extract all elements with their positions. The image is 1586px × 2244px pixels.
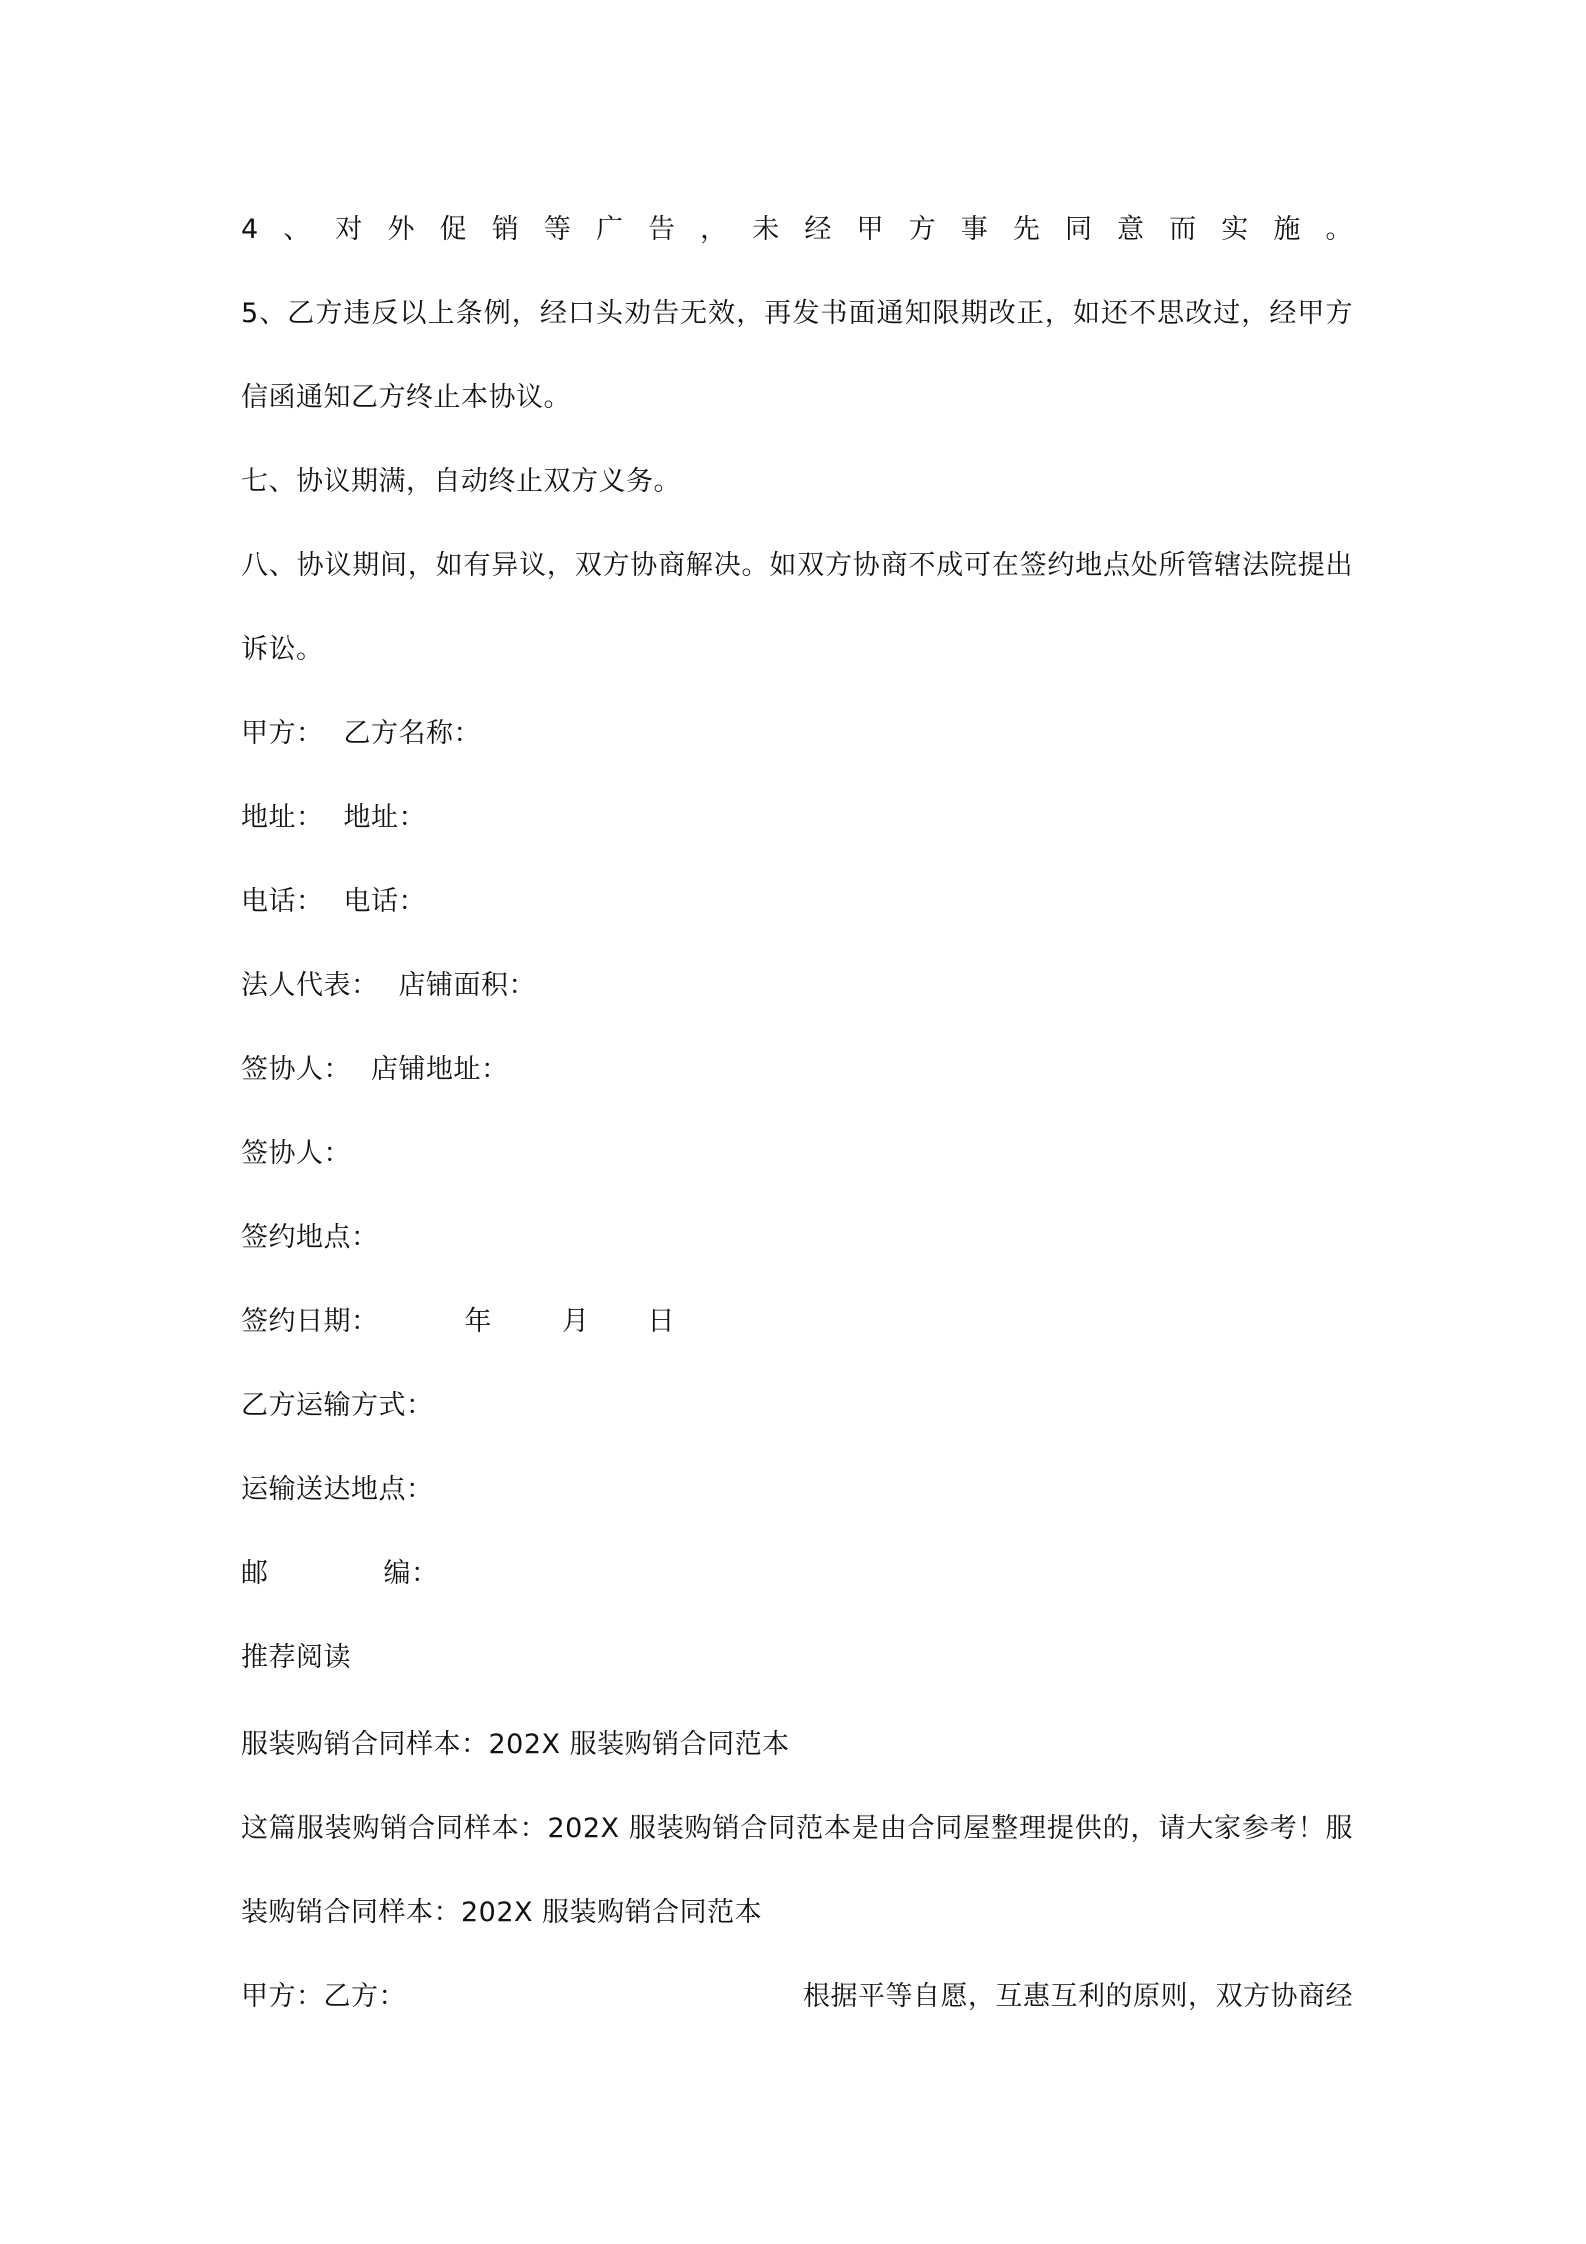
day-label: 日	[647, 1306, 675, 1337]
phone-a-label: 电话：	[241, 886, 324, 917]
postcode-left: 邮	[241, 1558, 269, 1589]
clause-8-line-1: 八、协议期间，如有异议，双方协商解决。如双方协商不成可在签约地点处所管辖法院提出	[241, 550, 1353, 581]
store-area-label: 店铺面积：	[398, 970, 536, 1001]
recommended-title: 服装购销合同样本：202X 服装购销合同范本	[241, 1729, 790, 1760]
delivery-place-label: 运输送达地点：	[241, 1474, 434, 1505]
signature-row-legal-rep	[241, 968, 536, 1004]
clause-5-line-2: 信函通知乙方终止本协议。	[241, 382, 571, 413]
address-b-label: 地址：	[343, 802, 426, 833]
legal-rep-label: 法人代表：	[241, 970, 379, 1001]
clause-5-line-1: 5、乙方违反以上条例，经口头劝告无效，再发书面通知限期改正，如还不思改过，经甲方	[241, 298, 1353, 329]
recommended-intro-line-2: 装购销合同样本：202X 服装购销合同范本	[241, 1897, 763, 1928]
recommended-heading: 推荐阅读	[241, 1642, 351, 1673]
parties-label: 甲方：乙方：	[241, 1981, 406, 2012]
signature-row-party	[241, 716, 481, 752]
clause-8-line-2: 诉讼。	[241, 634, 324, 665]
signer-a-label: 签协人：	[241, 1054, 351, 1085]
signature-row-phone	[241, 884, 426, 920]
month-label: 月	[562, 1306, 590, 1337]
recommended-intro-line-1: 这篇服装购销合同样本：202X 服装购销合同范本是由合同屋整理提供的，请大家参考！服	[241, 1813, 1353, 1844]
signature-row-address	[241, 800, 426, 836]
clause-7: 七、协议期满，自动终止双方义务。	[241, 466, 681, 497]
year-label: 年	[464, 1306, 492, 1337]
principle-text: 根据平等自愿，互惠互利的原则，双方协商经	[803, 1981, 1353, 2012]
recommended-parties-row	[241, 1979, 1353, 2015]
store-address-label: 店铺地址：	[371, 1054, 509, 1085]
signature-row-date	[241, 1304, 675, 1340]
address-a-label: 地址：	[241, 802, 324, 833]
phone-b-label: 电话：	[343, 886, 426, 917]
sign-date-label: 签约日期：	[241, 1306, 379, 1337]
transport-method-label: 乙方运输方式：	[241, 1390, 434, 1421]
sign-place-label: 签约地点：	[241, 1222, 379, 1253]
postcode-right: 编：	[383, 1558, 439, 1589]
signer-b-label: 签协人：	[241, 1138, 351, 1169]
party-a-label: 甲方：	[241, 718, 324, 749]
signature-row-postcode	[241, 1556, 439, 1592]
clause-4: 4、对外促销等广告，未经甲方事先同意而实施。	[241, 214, 1353, 245]
signature-row-signer	[241, 1052, 509, 1088]
party-b-name-label: 乙方名称：	[343, 718, 481, 749]
